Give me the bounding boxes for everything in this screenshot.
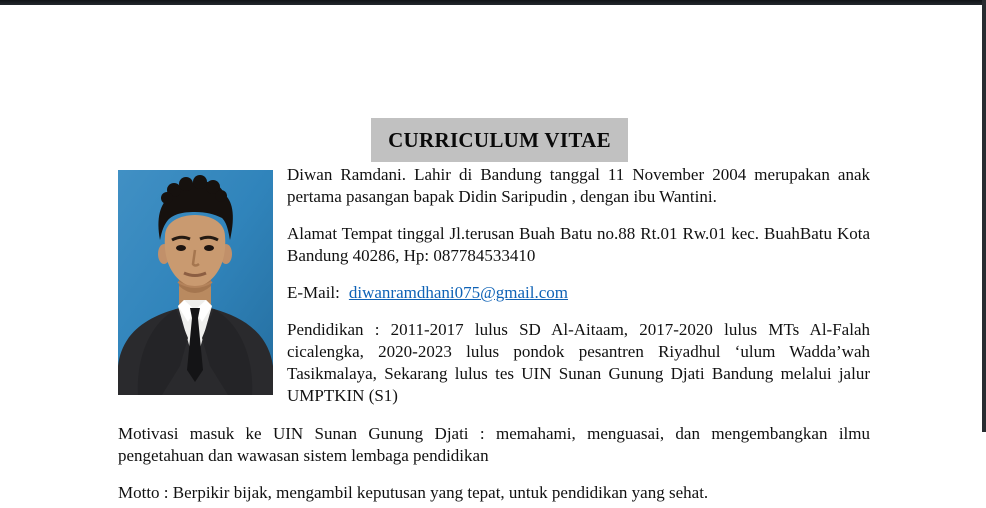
page-title: [371, 118, 628, 162]
email-link[interactable]: diwanramdhani075@gmail.com: [348, 283, 569, 302]
bio-paragraph: Diwan Ramdani. Lahir di Bandung tanggal 11 November 2004 merupakan anak pertama pasangan bapak Didin Saripudin , dengan ibu Wantini.: [287, 165, 870, 206]
window-right-edge: [982, 0, 986, 432]
email-line: [287, 282, 870, 304]
page-title-text: CURRICULUM VITAE: [388, 127, 611, 152]
portrait-photo-image: [118, 170, 273, 395]
motivation-paragraph: Motivasi masuk ke UIN Sunan Gunung Djati : memahami, menguasai, dan mengembangkan ilmu pengetahuan dan wawasan sistem lembaga pendidikan: [118, 424, 870, 465]
footer-block: [118, 423, 870, 504]
motto-paragraph: Motto : Berpikir bijak, mengambil keputusan yang tepat, untuk pendidikan yang sehat.: [118, 483, 709, 502]
email-label: E-Mail:: [287, 283, 340, 302]
portrait-photo: [118, 170, 273, 395]
bio-column: [287, 164, 870, 407]
address-paragraph: Alamat Tempat tinggal Jl.terusan Buah Batu no.88 Rt.01 Rw.01 kec. BuahBatu Kota Bandung 40286, Hp: 087784533410: [287, 224, 870, 265]
window-top-edge: [0, 0, 986, 5]
education-paragraph: Pendidikan : 2011-2017 lulus SD Al-Aitaam, 2017-2020 lulus MTs Al-Falah cicalengka, 2020-2023 lulus pondok pesantren Riyadhul ‘ulum Wadda’wah Tasikmalaya, Sekarang lulus tes UIN Sunan Gunung Djati Bandung melalui jalur UMPTKIN (S1): [287, 320, 870, 405]
